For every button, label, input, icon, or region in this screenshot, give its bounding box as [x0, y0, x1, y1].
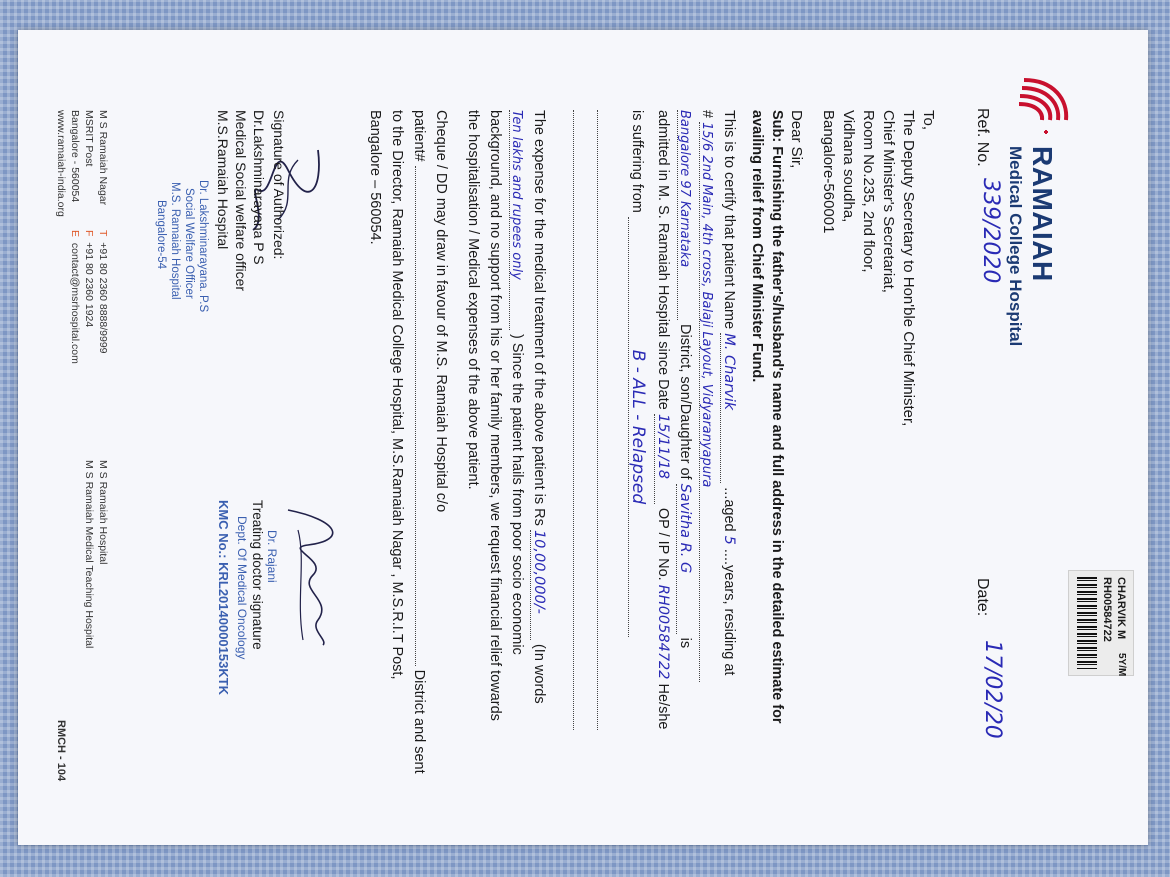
diagnosis: B - ALL - Relapsed	[628, 217, 646, 637]
salutation: Dear Sir,	[788, 110, 805, 169]
certify-text: OP / IP No.	[655, 507, 671, 581]
certify-text: He/she	[655, 683, 671, 730]
patient-name: M. Charvik	[721, 333, 737, 483]
parent-name: Savitha R. G	[677, 484, 693, 634]
footer-phone: T +91 80 2360 8888/9999	[97, 230, 109, 354]
date-value: 17/02/20	[980, 640, 1005, 739]
certify-text: ....years, residing at	[721, 548, 737, 676]
doctor-stamp-name: Dr. Rajani	[265, 530, 279, 583]
sticker-tag: 5Y/M	[1116, 653, 1127, 677]
expense-text: (In words	[531, 643, 547, 704]
certify-text: admitted in M. S. Ramaiah Hospital since Date	[655, 110, 671, 410]
ip-number: RH00584722	[655, 584, 671, 680]
authorized-org: M.S.Ramaiah Hospital	[215, 110, 231, 250]
expense-amount: 10,00,000/-	[531, 530, 547, 640]
treating-doctor-signature-icon	[265, 500, 358, 650]
expense-text: The expense for the medical treatment of the above patient is Rs	[531, 110, 547, 526]
cheque-line-4: Bangalore – 560054.	[367, 110, 383, 245]
ramaiah-logo-icon	[1014, 70, 1076, 140]
certify-line-2	[699, 110, 714, 682]
expense-line-4: the hospitalisation / Medical expenses of the above patient.	[465, 110, 481, 490]
address-line: Vidhana soudha,	[840, 110, 857, 223]
certify-text: #	[699, 110, 715, 119]
blank-line	[573, 110, 574, 730]
footer-address: MSRIT Post	[83, 110, 95, 167]
footer-unit: M S Ramaiah Hospital	[97, 460, 109, 565]
footer-unit: M S Ramaiah Medical Teaching Hospital	[83, 460, 95, 649]
cheque-line-2	[412, 110, 427, 774]
amount-in-words: Ten lakhs and rupees only	[509, 110, 523, 330]
footer-address: Bangalore - 560054	[69, 110, 81, 203]
sticker-id: RH00584722	[1101, 577, 1113, 642]
barcode	[1077, 577, 1097, 669]
expense-line-3: background, and no support from his or her family members, we request financial relief towards	[487, 110, 503, 721]
address-line: To,	[920, 110, 937, 131]
ref-label: Ref. No.	[974, 108, 991, 167]
address-line: Room No.235, 2nd floor,	[860, 110, 877, 273]
cheque-line-1: Cheque / DD may draw in favour of M.S. Ramaiah Hospital c/o	[433, 110, 449, 513]
footer-address: M S Ramaiah Nagar	[97, 110, 109, 206]
expense-line-2	[509, 110, 524, 655]
date-label: Date:	[974, 578, 991, 617]
address-line: Bangalore-560001	[820, 110, 837, 234]
subject-line: Sub: Furnishing the father's/husband's name and full address in the detailed estimate for	[769, 110, 785, 724]
address-line: The Deputy Secretary to Hon'ble Chief Minister,	[900, 110, 917, 427]
patient-age: 5	[721, 535, 737, 545]
form-code: RMCH - 104	[55, 720, 67, 782]
address-line: Chief Minister's Secretariat,	[880, 110, 897, 293]
cheque-line-3: to the Director, Ramaiah Medical College Hospital, M.S.Ramaiah Nagar , M.S.R.I.T Post,	[389, 110, 405, 680]
certify-line-1	[721, 110, 737, 675]
authorized-name: Dr.Lakshminarayana P S	[251, 110, 267, 265]
footer-email: E contact@msrhospital.com	[69, 230, 81, 364]
treating-doctor-label: Treating doctor signature	[250, 500, 265, 650]
certify-text: is	[677, 637, 693, 649]
certify-line-5	[628, 110, 646, 637]
officer-stamp-line: Social Welfare Officer	[183, 188, 195, 299]
patient-district: Bangalore 97 Karnataka	[677, 110, 691, 320]
sticker-name: CHARVIK M	[1115, 577, 1127, 640]
cheque-text: District and sent	[411, 669, 427, 774]
patient-id-sticker	[1068, 570, 1134, 676]
hospital-subname: Medical College Hospital	[1006, 146, 1025, 347]
officer-stamp-line: M.S. Ramaiah Hospital	[169, 182, 181, 300]
certify-line-4	[655, 110, 671, 729]
patient-address: 15/6 2nd Main, 4th cross, Balaji Layout, Vidyaranyapura	[699, 122, 713, 682]
blank-line	[597, 110, 598, 730]
footer-website: www.ramaiah-india.org	[55, 110, 67, 217]
officer-stamp-line: Bangalore-54	[155, 200, 167, 270]
document-sheet	[18, 30, 1148, 845]
certify-text: This is to certify that patient Name	[721, 110, 737, 330]
doctor-stamp-dept: Dept. Of Medical Oncology	[235, 516, 249, 660]
authorized-label: Signature of Authorized:	[271, 110, 287, 260]
expense-text: ) Since the patient hails from poor socio economic	[509, 334, 525, 655]
hospital-name: RAMAIAH	[1027, 146, 1058, 282]
authorized-role: Medical Social welfare officer	[233, 110, 249, 292]
officer-stamp-line: Dr. Lakshminarayana. P.S	[197, 180, 209, 313]
expense-line-1	[531, 110, 547, 704]
document-rotated-canvas	[18, 30, 1148, 845]
certify-line-3	[677, 110, 693, 648]
certify-text: District, son/Daughter of	[677, 324, 693, 480]
cheque-text: patient#	[411, 110, 427, 162]
doctor-kmc-number: KMC No.: KRL20140000153KTK	[216, 500, 231, 696]
footer-fax: F +91 80 2360 1924	[83, 230, 95, 328]
certify-text: is suffering from	[629, 110, 645, 213]
certify-text: ...aged	[721, 487, 737, 532]
subject-line: availing relief from Chief Minister Fund.	[749, 110, 765, 383]
ref-number: 339/2020	[978, 178, 1003, 284]
admission-date: 15/11/18	[655, 414, 671, 504]
